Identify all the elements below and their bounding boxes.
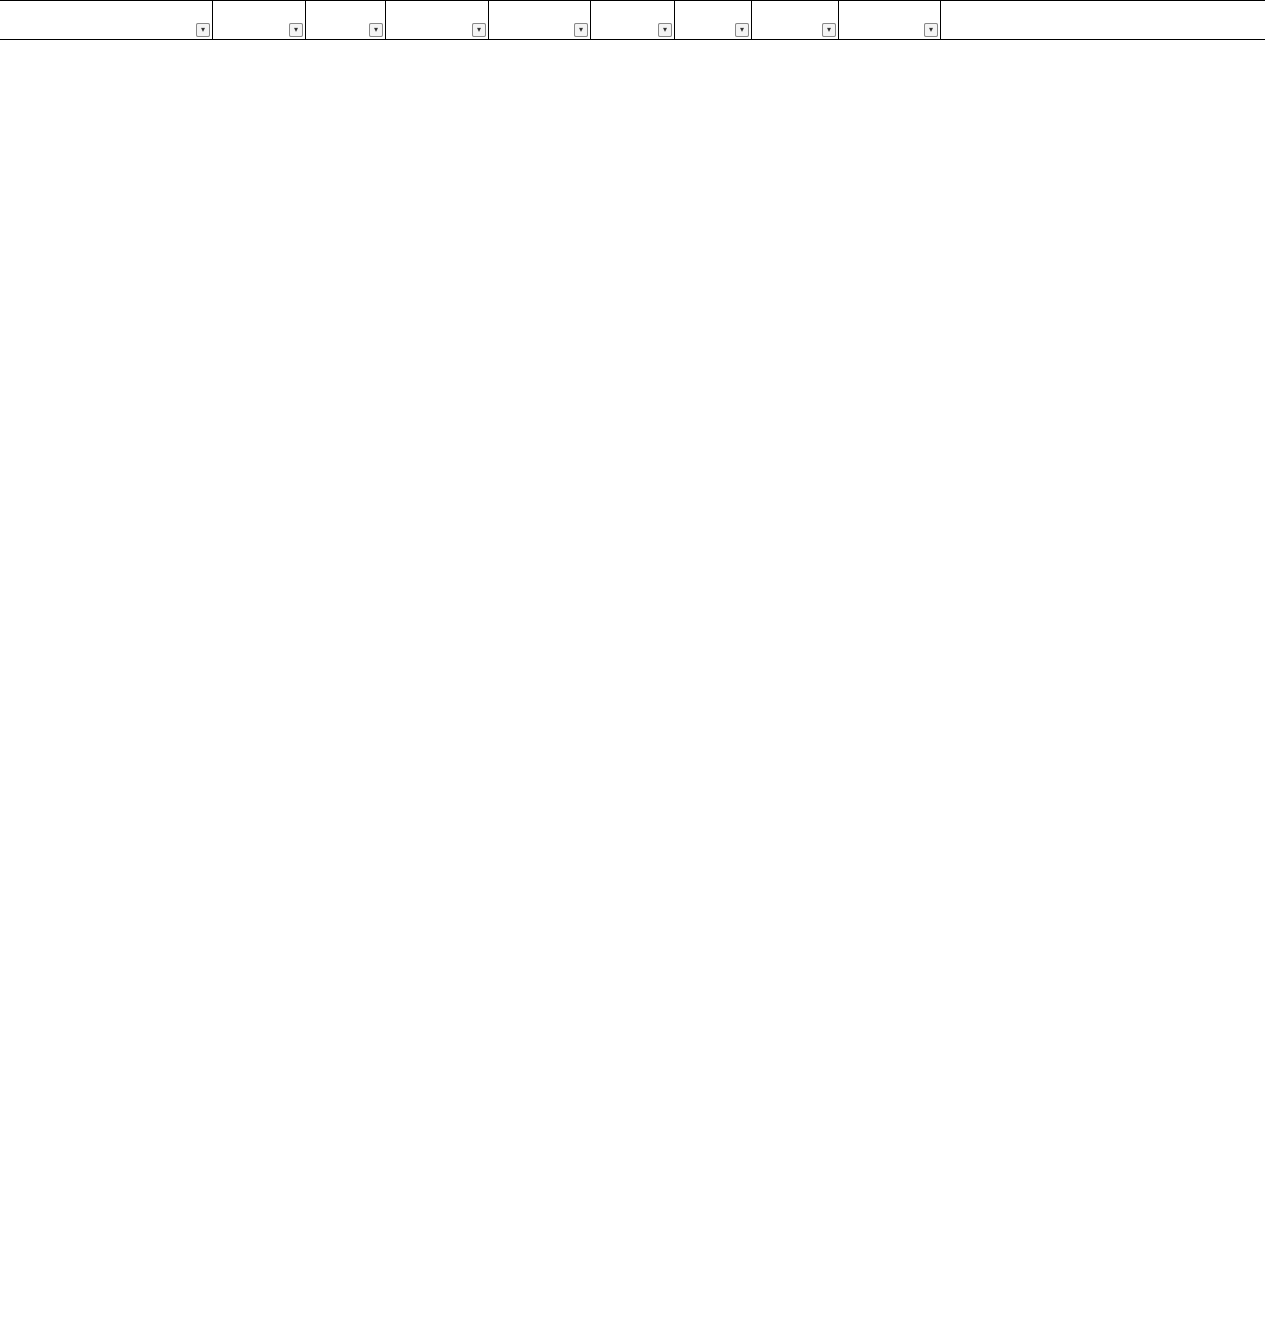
filter-dropdown-icon: ▾: [472, 23, 486, 37]
filter-dropdown-icon: ▾: [369, 23, 383, 37]
filter-dropdown-icon: ▾: [924, 23, 938, 37]
col-header-pct-pop[interactable]: [839, 1, 941, 40]
filter-dropdown-icon: ▾: [289, 23, 303, 37]
filter-dropdown-icon: ▾: [735, 23, 749, 37]
header-row: [0, 0, 1265, 40]
filter-dropdown-icon: ▾: [574, 23, 588, 37]
col-header-platform[interactable]: [213, 1, 306, 40]
col-header-state[interactable]: [0, 1, 213, 40]
col-header-2023-oep[interactable]: [386, 1, 489, 40]
col-header-qhp-diff[interactable]: [591, 1, 675, 40]
col-header-notes[interactable]: [941, 1, 1265, 40]
col-header-qhp-pct[interactable]: [675, 1, 752, 40]
filter-dropdown-icon: ▾: [822, 23, 836, 37]
col-header-med-expan[interactable]: [306, 1, 386, 40]
sort-filter-icon: ▾: [196, 23, 210, 37]
col-header-total-pop[interactable]: [752, 1, 839, 40]
col-header-2022-oep[interactable]: [489, 1, 591, 40]
filter-dropdown-icon: ▾: [658, 23, 672, 37]
